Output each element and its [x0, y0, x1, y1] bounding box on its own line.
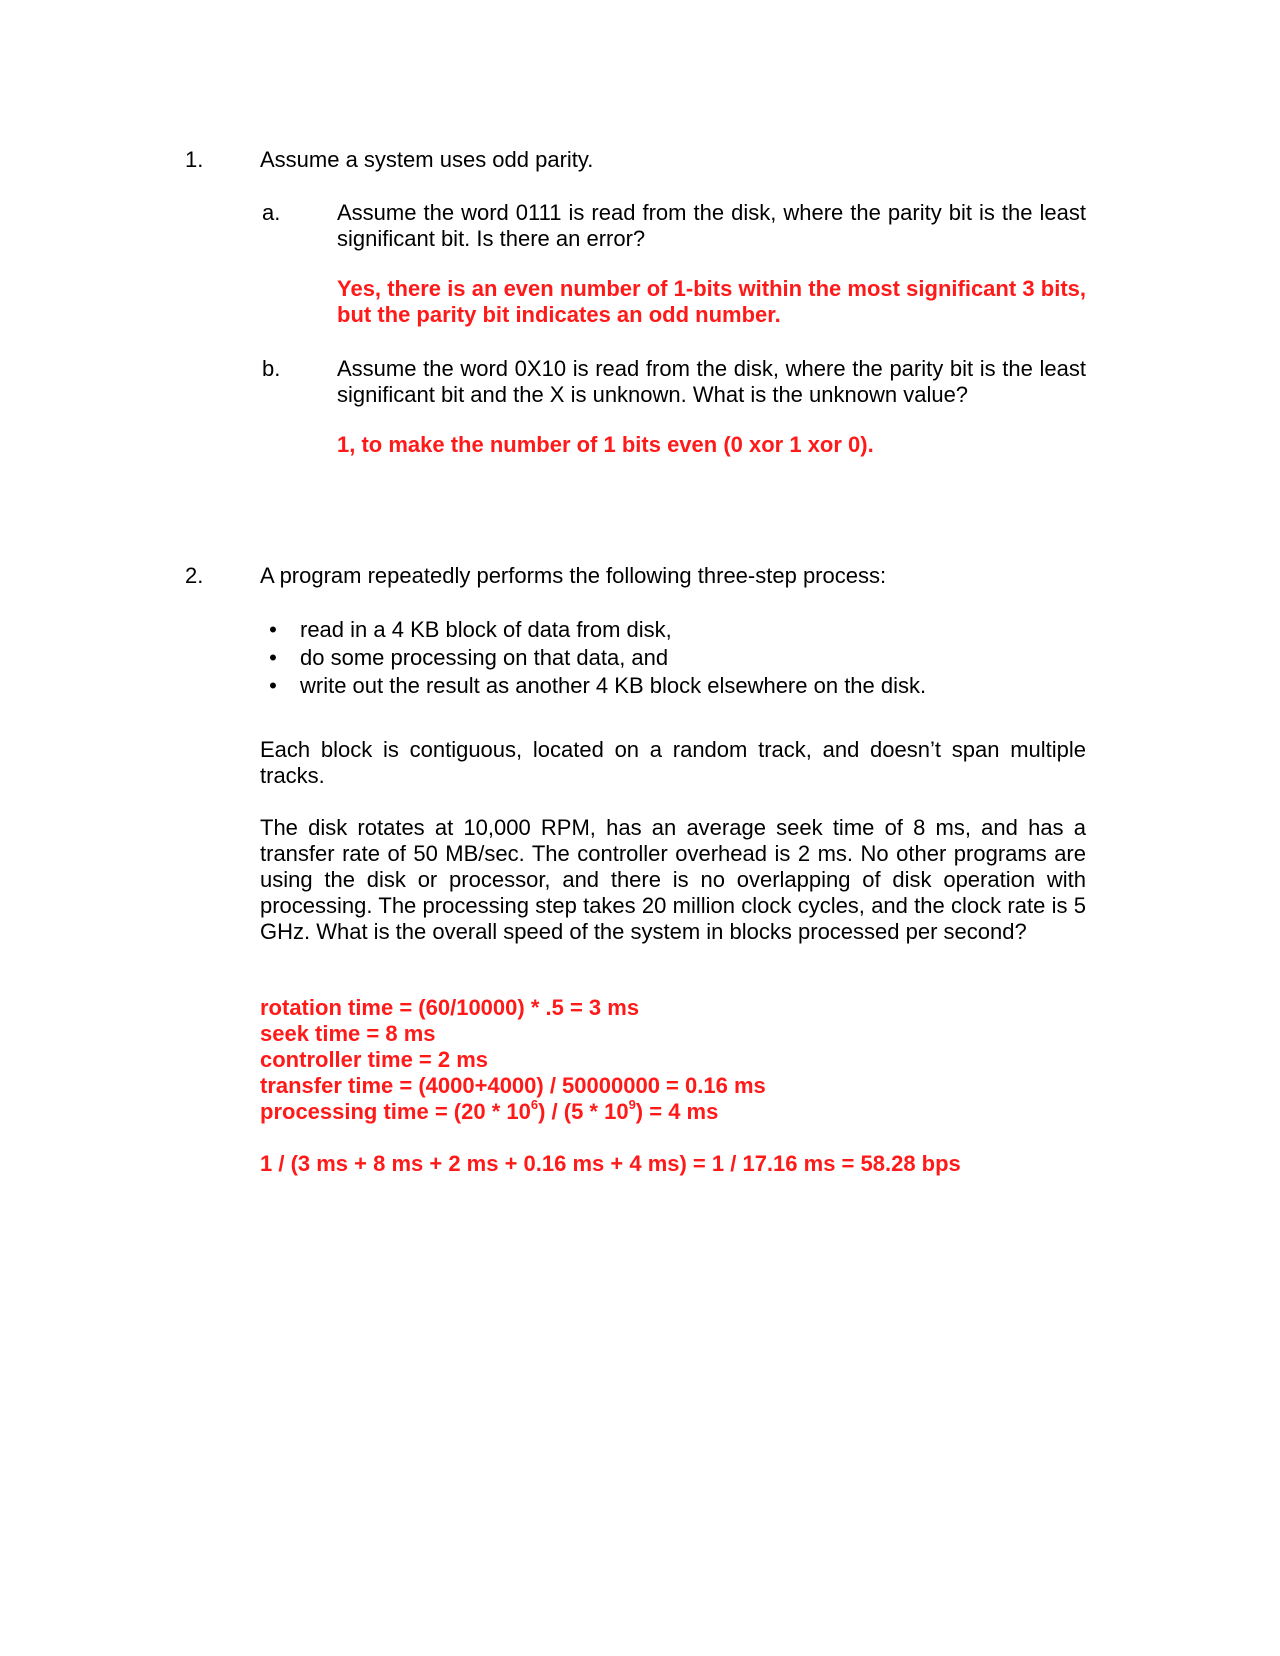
seek-time-line: seek time = 8 ms [260, 1021, 436, 1046]
calculation-block [260, 995, 1086, 1125]
processing-part-2: ) / (5 * 10 [538, 1099, 629, 1124]
processing-time-line [260, 1096, 1086, 1125]
question-1a-text: Assume the word 0111 is read from the disk, where the parity bit is the least significant bit. Is there an error? [337, 200, 1086, 251]
bullet-icon: • [269, 617, 277, 642]
controller-time-line: controller time = 2 ms [260, 1047, 489, 1072]
bullet-icon: • [269, 645, 277, 670]
question-2-number: 2. [185, 563, 204, 588]
processing-part-1: processing time = (20 * 10 [260, 1099, 531, 1124]
question-1-prompt: Assume a system uses odd parity. [260, 147, 594, 172]
question-2-prompt: A program repeatedly performs the following three-step process: [260, 563, 887, 588]
question-1a-label: a. [262, 200, 281, 225]
question-2-paragraph-1: Each block is contiguous, located on a random track, and doesn’t span multiple tracks. [260, 737, 1086, 788]
bullet-icon: • [269, 673, 277, 698]
transfer-time-line: transfer time = (4000+4000) / 50000000 = 0.16 ms [260, 1073, 766, 1098]
question-1-number: 1. [185, 147, 204, 172]
list-item-text: write out the result as another 4 KB block elsewhere on the disk. [300, 673, 927, 698]
exponent-9: 9 [628, 1096, 636, 1112]
question-1b-text: Assume the word 0X10 is read from the disk, where the parity bit is the least significant bit and the X is unknown. What is the unknown value? [337, 356, 1086, 407]
final-result: 1 / (3 ms + 8 ms + 2 ms + 0.16 ms + 4 ms) = 1 / 17.16 ms = 58.28 bps [260, 1151, 961, 1176]
list-item-text: read in a 4 KB block of data from disk, [300, 617, 672, 642]
question-1b-label: b. [262, 356, 281, 381]
processing-part-3: ) = 4 ms [635, 1099, 719, 1124]
rotation-time-line: rotation time = (60/10000) * .5 = 3 ms [260, 995, 640, 1020]
list-item-text: do some processing on that data, and [300, 645, 669, 670]
question-1a-answer: Yes, there is an even number of 1-bits within the most significant 3 bits, but the parity bit indicates an odd number. [337, 276, 1086, 327]
question-2-paragraph-2: The disk rotates at 10,000 RPM, has an average seek time of 8 ms, and has a transfer rate of 50 MB/sec. The controller overhead is 2 ms. No other programs are using the disk or processor, and there is no overlapping of disk operation with processing. The processing step takes 20 million clock cycles, and the clock rate is 5 GHz. What is the overall speed of the system in blocks processed per second? [260, 815, 1086, 944]
exponent-6: 6 [530, 1096, 539, 1112]
process-step-list [262, 617, 1082, 707]
question-1b-answer: 1, to make the number of 1 bits even (0 xor 1 xor 0). [337, 432, 874, 457]
